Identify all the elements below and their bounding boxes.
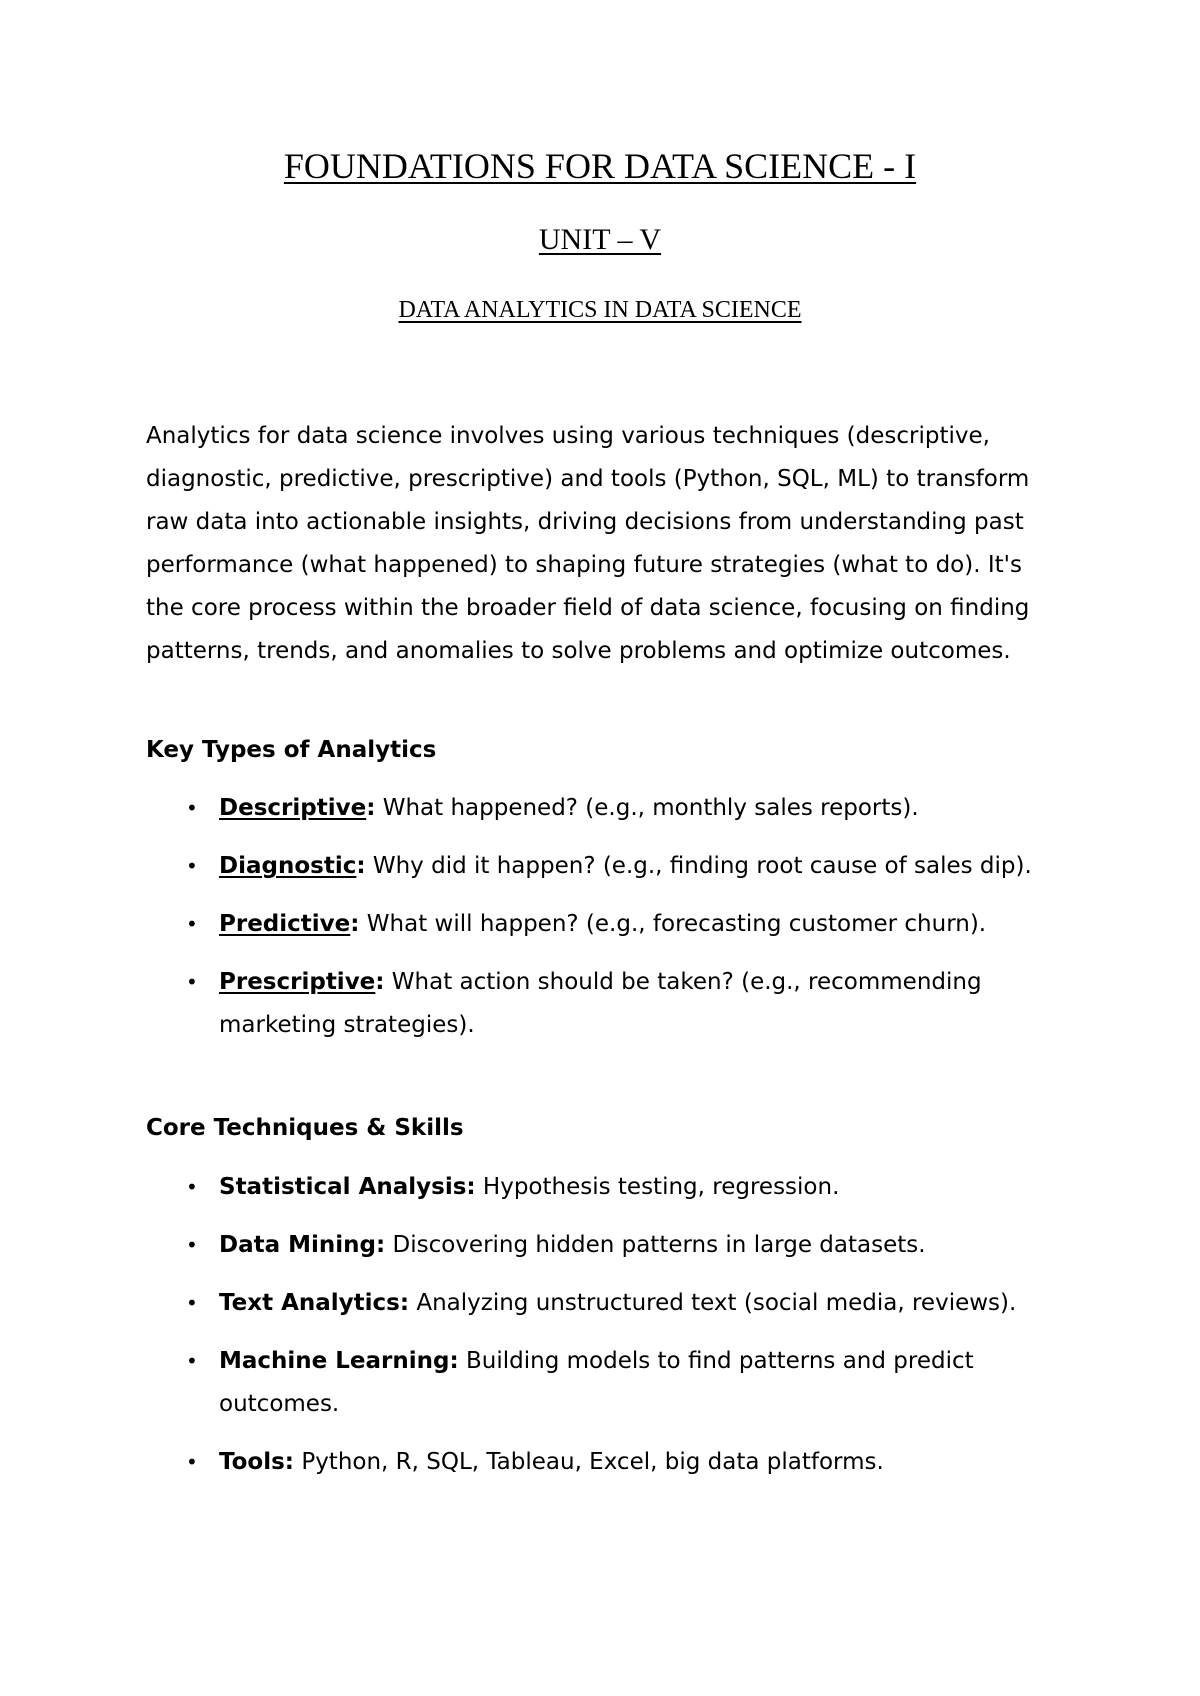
bullet-icon: • — [186, 970, 198, 994]
list-item-colon: : — [366, 795, 376, 821]
list-item-term: Machine Learning: — [219, 1348, 459, 1374]
bullet-icon: • — [186, 1450, 198, 1474]
key-types-list — [146, 787, 1066, 1062]
list-item — [146, 1340, 1066, 1426]
list-item-colon: : — [375, 969, 385, 995]
list-item — [146, 1441, 1066, 1484]
core-techniques-heading: Core Techniques & Skills — [146, 1115, 464, 1141]
section-subtitle: DATA ANALYTICS IN DATA SCIENCE — [398, 297, 802, 323]
bullet-icon: • — [186, 1349, 198, 1373]
list-item-term: Text Analytics: — [219, 1290, 410, 1316]
list-item-text: What will happen? (e.g., forecasting customer churn). — [359, 911, 987, 937]
bullet-icon: • — [186, 854, 198, 878]
bullet-icon: • — [186, 1175, 198, 1199]
list-item — [146, 1166, 1066, 1209]
list-item-term: Tools: — [219, 1449, 295, 1475]
list-item-term: Prescriptive — [219, 969, 376, 995]
list-item — [146, 961, 1066, 1047]
bullet-icon: • — [186, 912, 198, 936]
intro-paragraph: Analytics for data science involves using various techniques (descriptive, diagnostic, predictive, prescriptive) and tools (Python, SQL, ML) to transform raw data into actionable insights, driving decisions from understanding past performance (what happened) to shaping future strategies (what to do). It's the core process within the broader field of data science, focusing on finding patterns, trends, and anomalies to solve problems and optimize outcomes. — [146, 423, 1030, 664]
list-item-text: Discovering hidden patterns in large datasets. — [385, 1232, 926, 1258]
list-item-term: Descriptive — [219, 795, 367, 821]
list-item-text: What happened? (e.g., monthly sales reports). — [375, 795, 919, 821]
list-item-term: Diagnostic — [219, 853, 357, 879]
list-item-text: Hypothesis testing, regression. — [475, 1174, 840, 1200]
list-item — [146, 787, 1066, 830]
list-item-text: Why did it happen? (e.g., finding root cause of sales dip). — [365, 853, 1032, 879]
list-item — [146, 845, 1066, 888]
list-item-term: Predictive — [219, 911, 351, 937]
bullet-icon: • — [186, 796, 198, 820]
list-item-term: Data Mining: — [219, 1232, 386, 1258]
list-item — [146, 903, 1066, 946]
bullet-icon: • — [186, 1233, 198, 1257]
list-item — [146, 1224, 1066, 1267]
list-item-text: Analyzing unstructured text (social media, reviews). — [409, 1290, 1017, 1316]
key-types-heading: Key Types of Analytics — [146, 737, 437, 763]
document-title: FOUNDATIONS FOR DATA SCIENCE - I — [283, 146, 917, 186]
list-item-colon: : — [356, 853, 366, 879]
list-item-term: Statistical Analysis: — [219, 1174, 476, 1200]
list-item-text: Python, R, SQL, Tableau, Excel, big data platforms. — [294, 1449, 884, 1475]
list-item — [146, 1282, 1066, 1325]
core-techniques-list — [146, 1166, 1066, 1499]
list-item-text: What action should be taken? (e.g., recommending marketing strategies). — [219, 969, 982, 1038]
list-item-colon: : — [350, 911, 360, 937]
list-item-text: Building models to find patterns and predict outcomes. — [219, 1348, 974, 1417]
unit-heading: UNIT – V — [538, 223, 662, 256]
bullet-icon: • — [186, 1291, 198, 1315]
